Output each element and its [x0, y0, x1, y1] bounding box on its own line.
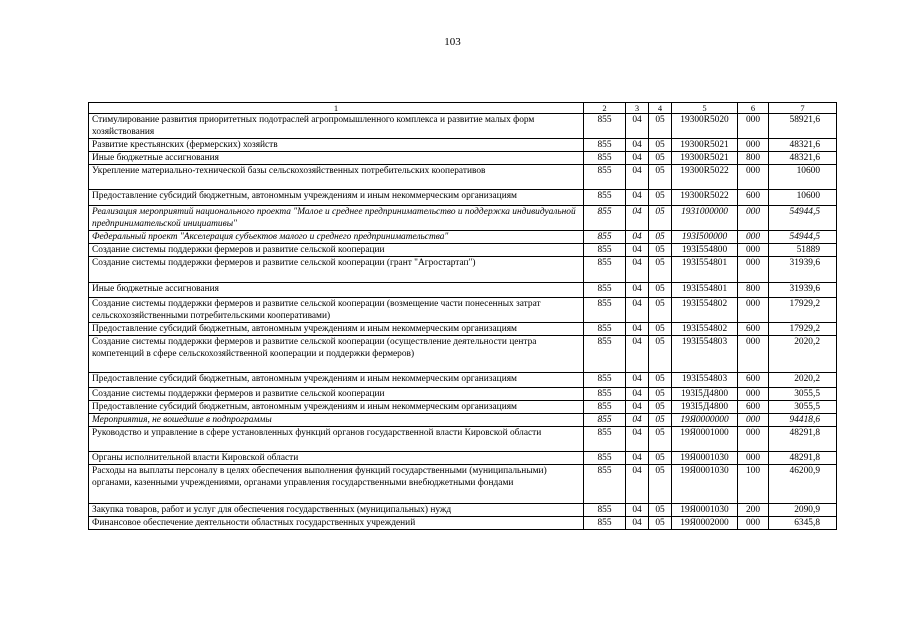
- cell-amount: 54944,5: [769, 231, 837, 244]
- table-row: [89, 465, 837, 504]
- cell-subsection: 05: [649, 401, 672, 414]
- table-header-row: [89, 103, 837, 114]
- cell-admin-code: 855: [584, 244, 626, 257]
- cell-amount: 46200,9: [769, 465, 837, 504]
- cell-admin-code: 855: [584, 323, 626, 336]
- cell-section: 04: [626, 139, 649, 152]
- cell-admin-code: 855: [584, 517, 626, 530]
- cell-amount: 10600: [769, 165, 837, 190]
- header-cell-col7: 7: [769, 103, 837, 114]
- cell-amount: 17929,2: [769, 298, 837, 323]
- cell-admin-code: 855: [584, 114, 626, 139]
- cell-description: Федеральный проект "Акселерация субъектов малого и среднего предпринимательства": [89, 231, 584, 244]
- cell-section: 04: [626, 373, 649, 388]
- cell-description: Создание системы поддержки фермеров и развитие сельской кооперации (осуществление деятельности центра компетенций в сфере сельскохозяйственной кооперации и поддержки фермеров): [89, 336, 584, 373]
- cell-section: 04: [626, 165, 649, 190]
- cell-admin-code: 855: [584, 283, 626, 298]
- cell-admin-code: 855: [584, 427, 626, 452]
- cell-section: 04: [626, 206, 649, 231]
- cell-subsection: 05: [649, 373, 672, 388]
- cell-expense-type: 000: [738, 336, 769, 373]
- cell-section: 04: [626, 152, 649, 165]
- cell-amount: 94418,6: [769, 414, 837, 427]
- table-row: [89, 231, 837, 244]
- cell-target-article: 19Я0001030: [672, 465, 738, 504]
- cell-subsection: 05: [649, 190, 672, 206]
- cell-subsection: 05: [649, 427, 672, 452]
- cell-section: 04: [626, 336, 649, 373]
- table-row: [89, 373, 837, 388]
- cell-section: 04: [626, 427, 649, 452]
- cell-amount: 51889: [769, 244, 837, 257]
- cell-target-article: 19300R5022: [672, 165, 738, 190]
- cell-amount: 2090,9: [769, 504, 837, 517]
- header-cell-col5: 5: [672, 103, 738, 114]
- cell-expense-type: 000: [738, 414, 769, 427]
- cell-amount: 31939,6: [769, 257, 837, 283]
- cell-admin-code: 855: [584, 388, 626, 401]
- cell-section: 04: [626, 244, 649, 257]
- cell-section: 04: [626, 323, 649, 336]
- table-row: [89, 414, 837, 427]
- cell-description: Закупка товаров, работ и услуг для обеспечения государственных (муниципальных) нужд: [89, 504, 584, 517]
- cell-expense-type: 000: [738, 231, 769, 244]
- cell-subsection: 05: [649, 152, 672, 165]
- table-row: [89, 139, 837, 152]
- cell-description: Реализация мероприятий национального проекта "Малое и среднее предпринимательство и поддержка индивидуальной предпринимательской инициативы": [89, 206, 584, 231]
- cell-target-article: 193I554802: [672, 323, 738, 336]
- cell-expense-type: 000: [738, 452, 769, 465]
- table-row: [89, 165, 837, 190]
- cell-subsection: 05: [649, 257, 672, 283]
- table-row: [89, 206, 837, 231]
- cell-description: Предоставление субсидий бюджетным, автономным учреждениям и иным некоммерческим организациям: [89, 373, 584, 388]
- cell-expense-type: 000: [738, 206, 769, 231]
- table-row: [89, 190, 837, 206]
- table-row: [89, 283, 837, 298]
- cell-admin-code: 855: [584, 465, 626, 504]
- cell-description: Предоставление субсидий бюджетным, автономным учреждениям и иным некоммерческим организациям: [89, 323, 584, 336]
- page-number: 103: [444, 36, 461, 48]
- table-row: [89, 336, 837, 373]
- cell-expense-type: 000: [738, 139, 769, 152]
- cell-subsection: 05: [649, 231, 672, 244]
- cell-subsection: 05: [649, 323, 672, 336]
- cell-description: Финансовое обеспечение деятельности областных государственных учреждений: [89, 517, 584, 530]
- cell-subsection: 05: [649, 139, 672, 152]
- cell-admin-code: 855: [584, 373, 626, 388]
- cell-subsection: 05: [649, 336, 672, 373]
- cell-admin-code: 855: [584, 452, 626, 465]
- cell-description: Создание системы поддержки фермеров и развитие сельской кооперации (грант "Агростартап"): [89, 257, 584, 283]
- cell-description: Укрепление материально-технической базы сельскохозяйственных потребительских кооперативов: [89, 165, 584, 190]
- cell-expense-type: 600: [738, 401, 769, 414]
- cell-target-article: 19Я0000000: [672, 414, 738, 427]
- table-row: [89, 504, 837, 517]
- cell-amount: 17929,2: [769, 323, 837, 336]
- cell-amount: 3055,5: [769, 401, 837, 414]
- table-row: [89, 427, 837, 452]
- cell-description: Иные бюджетные ассигнования: [89, 283, 584, 298]
- cell-description: Иные бюджетные ассигнования: [89, 152, 584, 165]
- cell-target-article: 193I554801: [672, 283, 738, 298]
- cell-section: 04: [626, 414, 649, 427]
- cell-target-article: 19Я0001030: [672, 452, 738, 465]
- cell-target-article: 19Я0001030: [672, 504, 738, 517]
- table-row: [89, 114, 837, 139]
- cell-section: 04: [626, 517, 649, 530]
- cell-target-article: 193I554801: [672, 257, 738, 283]
- cell-amount: 6345,8: [769, 517, 837, 530]
- cell-admin-code: 855: [584, 298, 626, 323]
- cell-admin-code: 855: [584, 336, 626, 373]
- table-row: [89, 152, 837, 165]
- cell-subsection: 05: [649, 452, 672, 465]
- cell-amount: 2020,2: [769, 373, 837, 388]
- budget-table: [88, 102, 837, 530]
- cell-description: Стимулирование развития приоритетных подотраслей агропромышленного комплекса и развитие малых форм хозяйствования: [89, 114, 584, 139]
- cell-admin-code: 855: [584, 504, 626, 517]
- table-row: [89, 452, 837, 465]
- cell-amount: 54944,5: [769, 206, 837, 231]
- cell-section: 04: [626, 257, 649, 283]
- cell-section: 04: [626, 504, 649, 517]
- header-cell-col4: 4: [649, 103, 672, 114]
- cell-expense-type: 600: [738, 373, 769, 388]
- cell-subsection: 05: [649, 517, 672, 530]
- cell-section: 04: [626, 452, 649, 465]
- cell-expense-type: 000: [738, 427, 769, 452]
- cell-description: Развитие крестьянских (фермерских) хозяйств: [89, 139, 584, 152]
- header-cell-col2: 2: [584, 103, 626, 114]
- cell-expense-type: 000: [738, 114, 769, 139]
- cell-subsection: 05: [649, 388, 672, 401]
- cell-target-article: 19300R5021: [672, 139, 738, 152]
- cell-target-article: 19300R5021: [672, 152, 738, 165]
- cell-expense-type: 600: [738, 323, 769, 336]
- cell-expense-type: 000: [738, 244, 769, 257]
- cell-expense-type: 800: [738, 283, 769, 298]
- cell-expense-type: 000: [738, 298, 769, 323]
- cell-admin-code: 855: [584, 139, 626, 152]
- cell-subsection: 05: [649, 298, 672, 323]
- cell-description: Создание системы поддержки фермеров и развитие сельской кооперации: [89, 244, 584, 257]
- cell-expense-type: 100: [738, 465, 769, 504]
- header-cell-col1: 1: [89, 103, 584, 114]
- table-row: [89, 323, 837, 336]
- table-row: [89, 388, 837, 401]
- cell-target-article: 19Я0002000: [672, 517, 738, 530]
- cell-section: 04: [626, 114, 649, 139]
- cell-amount: 2020,2: [769, 336, 837, 373]
- cell-description: Органы исполнительной власти Кировской области: [89, 452, 584, 465]
- cell-target-article: 193I500000: [672, 231, 738, 244]
- cell-target-article: 1931000000: [672, 206, 738, 231]
- cell-target-article: 193I554800: [672, 244, 738, 257]
- cell-expense-type: 000: [738, 517, 769, 530]
- cell-target-article: 19Я0001000: [672, 427, 738, 452]
- cell-amount: 48291,8: [769, 452, 837, 465]
- cell-section: 04: [626, 298, 649, 323]
- cell-expense-type: 000: [738, 257, 769, 283]
- cell-amount: 48291,8: [769, 427, 837, 452]
- cell-description: Создание системы поддержки фермеров и развитие сельской кооперации (возмещение части понесенных затрат сельскохозяйственными потребительскими кооперативами): [89, 298, 584, 323]
- cell-amount: 31939,6: [769, 283, 837, 298]
- cell-admin-code: 855: [584, 190, 626, 206]
- cell-admin-code: 855: [584, 152, 626, 165]
- cell-amount: 3055,5: [769, 388, 837, 401]
- cell-admin-code: 855: [584, 257, 626, 283]
- table-row: [89, 244, 837, 257]
- cell-section: 04: [626, 190, 649, 206]
- cell-subsection: 05: [649, 244, 672, 257]
- cell-description: Расходы на выплаты персоналу в целях обеспечения выполнения функций государственными (муниципальными) органами, казенными учреждениями, органами управления государственными внебюджетными фондами: [89, 465, 584, 504]
- cell-section: 04: [626, 388, 649, 401]
- cell-target-article: 19300R5022: [672, 190, 738, 206]
- cell-amount: 58921,6: [769, 114, 837, 139]
- cell-amount: 10600: [769, 190, 837, 206]
- cell-expense-type: 600: [738, 190, 769, 206]
- table-row: [89, 257, 837, 283]
- cell-target-article: 193I554802: [672, 298, 738, 323]
- cell-expense-type: 200: [738, 504, 769, 517]
- cell-admin-code: 855: [584, 206, 626, 231]
- cell-expense-type: 800: [738, 152, 769, 165]
- cell-admin-code: 855: [584, 414, 626, 427]
- header-cell-col6: 6: [738, 103, 769, 114]
- cell-expense-type: 000: [738, 388, 769, 401]
- cell-subsection: 05: [649, 465, 672, 504]
- cell-subsection: 05: [649, 504, 672, 517]
- cell-amount: 48321,6: [769, 152, 837, 165]
- cell-amount: 48321,6: [769, 139, 837, 152]
- cell-subsection: 05: [649, 114, 672, 139]
- table-row: [89, 517, 837, 530]
- cell-admin-code: 855: [584, 401, 626, 414]
- cell-section: 04: [626, 231, 649, 244]
- cell-description: Предоставление субсидий бюджетным, автономным учреждениям и иным некоммерческим организациям: [89, 190, 584, 206]
- cell-target-article: 193I554803: [672, 336, 738, 373]
- cell-section: 04: [626, 283, 649, 298]
- cell-expense-type: 000: [738, 165, 769, 190]
- cell-target-article: 19300R5020: [672, 114, 738, 139]
- cell-subsection: 05: [649, 414, 672, 427]
- cell-description: Руководство и управление в сфере установленных функций органов государственной власти Кировской области: [89, 427, 584, 452]
- cell-section: 04: [626, 465, 649, 504]
- cell-target-article: 193I5Д4800: [672, 388, 738, 401]
- cell-subsection: 05: [649, 165, 672, 190]
- header-cell-col3: 3: [626, 103, 649, 114]
- cell-admin-code: 855: [584, 165, 626, 190]
- table-row: [89, 298, 837, 323]
- cell-description: Создание системы поддержки фермеров и развитие сельской кооперации: [89, 388, 584, 401]
- cell-target-article: 193I554803: [672, 373, 738, 388]
- cell-description: Мероприятия, не вошедшие в подпрограммы: [89, 414, 584, 427]
- table-row: [89, 401, 837, 414]
- cell-subsection: 05: [649, 206, 672, 231]
- cell-admin-code: 855: [584, 231, 626, 244]
- cell-subsection: 05: [649, 283, 672, 298]
- cell-description: Предоставление субсидий бюджетным, автономным учреждениям и иным некоммерческим организациям: [89, 401, 584, 414]
- cell-section: 04: [626, 401, 649, 414]
- cell-target-article: 193I5Д4800: [672, 401, 738, 414]
